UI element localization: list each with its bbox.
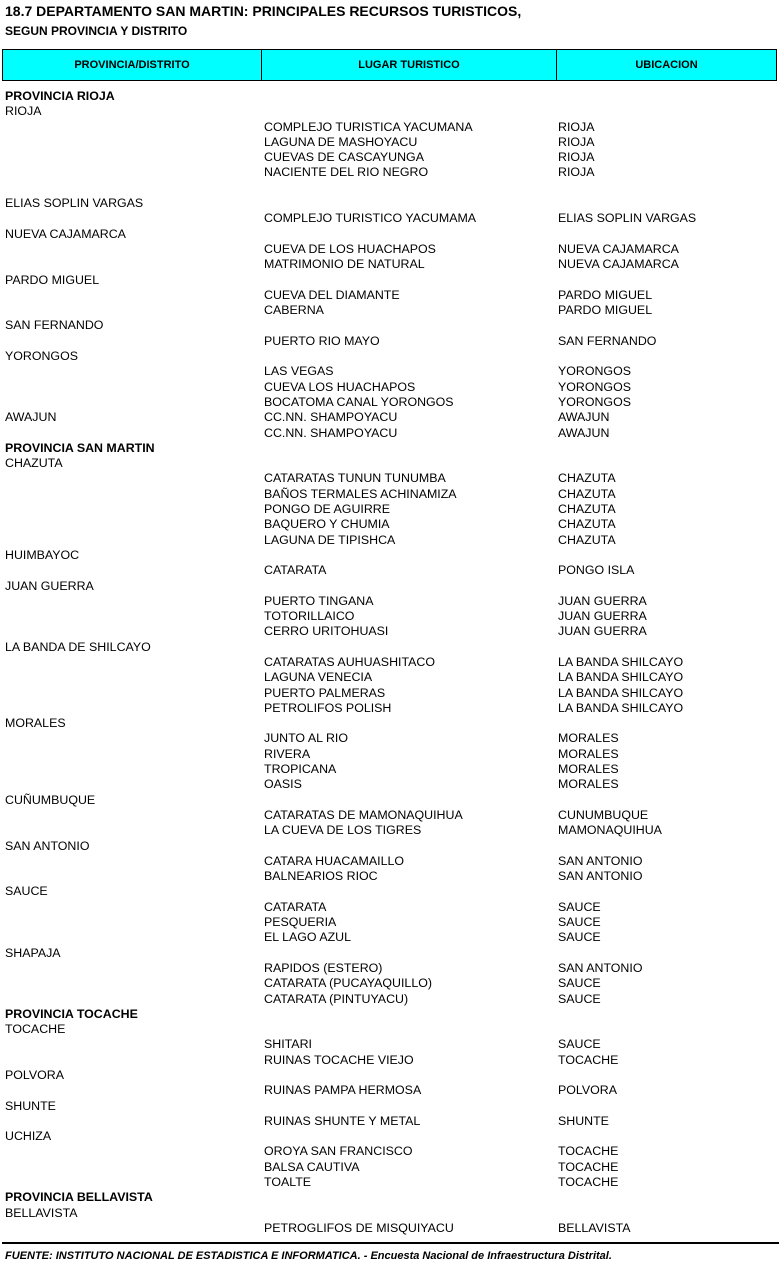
ubicacion-cell: CHAZUTA: [558, 532, 616, 547]
table-row: [0, 303, 781, 318]
distrito-cell: CUÑUMBUQUE: [5, 792, 96, 807]
table-row: [0, 884, 781, 899]
table-row: [0, 517, 781, 532]
ubicacion-cell: SAUCE: [558, 1037, 601, 1052]
lugar-cell: CUEVA LOS HUACHAPOS: [264, 379, 416, 394]
lugar-cell: OASIS: [264, 777, 302, 792]
lugar-cell: OROYA SAN FRANCISCO: [264, 1144, 413, 1159]
ubicacion-cell: SAUCE: [558, 930, 601, 945]
ubicacion-cell: SAUCE: [558, 915, 601, 930]
table-row: [0, 808, 781, 823]
table-row: [0, 686, 781, 701]
ubicacion-cell: SAUCE: [558, 899, 601, 914]
distrito-cell: SHAPAJA: [5, 945, 61, 960]
lugar-cell: CATARATAS AUHUASHITACO: [264, 654, 435, 669]
distrito-cell: SAN ANTONIO: [5, 838, 90, 853]
table-row: [0, 701, 781, 716]
ubicacion-cell: POLVORA: [558, 1083, 617, 1098]
ubicacion-cell: CHAZUTA: [558, 502, 616, 517]
table-row: [0, 441, 781, 456]
ubicacion-cell: TOCACHE: [558, 1052, 619, 1067]
ubicacion-cell: CHAZUTA: [558, 517, 616, 532]
table-row: [0, 823, 781, 838]
ubicacion-cell: RIOJA: [558, 134, 595, 149]
table-row: [0, 946, 781, 961]
table-row: [0, 670, 781, 685]
table-row: [0, 196, 781, 211]
table-row: [0, 609, 781, 624]
table-row: [0, 135, 781, 150]
lugar-cell: SHITARI: [264, 1037, 312, 1052]
table-row: [0, 548, 781, 563]
lugar-cell: COMPLEJO TURISTICO YACUMAMA: [264, 211, 477, 226]
table-row: [0, 854, 781, 869]
table-row: [0, 992, 781, 1007]
table-row: [0, 150, 781, 165]
lugar-cell: CATARATA: [264, 563, 327, 578]
lugar-cell: PUERTO TINGANA: [264, 593, 374, 608]
table-body: [0, 89, 781, 1236]
table-row: [0, 915, 781, 930]
column-header-lugar-turistico: LUGAR TURISTICO: [262, 50, 557, 80]
table-row: [0, 655, 781, 670]
ubicacion-cell: RIOJA: [558, 150, 595, 165]
ubicacion-cell: CUNUMBUQUE: [558, 807, 649, 822]
table-row: [0, 594, 781, 609]
ubicacion-cell: NUEVA CAJAMARCA: [558, 241, 679, 256]
distrito-cell: JUAN GUERRA: [5, 578, 94, 593]
distrito-cell: MORALES: [5, 716, 66, 731]
table-row: [0, 1175, 781, 1190]
lugar-cell: RIVERA: [264, 746, 311, 761]
table-row: [0, 211, 781, 226]
table-row: [0, 318, 781, 333]
lugar-cell: BAQUERO Y CHUMIA: [264, 517, 390, 532]
page-title: 18.7 DEPARTAMENTO SAN MARTIN: PRINCIPALES RECURSOS TURISTICOS,: [5, 3, 522, 19]
provincia-heading: PROVINCIA TOCACHE: [5, 1006, 138, 1021]
page-subtitle: SEGUN PROVINCIA Y DISTRITO: [5, 24, 188, 38]
table-row: [0, 165, 781, 180]
lugar-cell: CATARATAS TUNUN TUNUMBA: [264, 471, 446, 486]
table-row: [0, 624, 781, 639]
distrito-cell: POLVORA: [5, 1068, 64, 1082]
table-row: [0, 227, 781, 242]
table-row: [0, 533, 781, 548]
distrito-cell: AWAJUN: [5, 410, 57, 425]
distrito-cell: TOCACHE: [5, 1022, 66, 1037]
distrito-cell: HUIMBAYOC: [5, 547, 80, 562]
lugar-cell: CATARATA: [264, 899, 327, 914]
lugar-cell: PETROGLIFOS DE MISQUIYACU: [264, 1220, 454, 1235]
ubicacion-cell: TOCACHE: [558, 1144, 619, 1159]
table-row: [0, 1114, 781, 1129]
lugar-cell: JUNTO AL RIO: [264, 731, 348, 746]
lugar-cell: BALNEARIOS RIOC: [264, 869, 378, 884]
distrito-cell: NUEVA CAJAMARCA: [5, 226, 126, 241]
distrito-cell: SAUCE: [5, 884, 48, 899]
table-row: [0, 334, 781, 349]
lugar-cell: EL LAGO AZUL: [264, 930, 351, 945]
ubicacion-cell: SAUCE: [558, 991, 601, 1006]
lugar-cell: LAGUNA DE TIPISHCA: [264, 532, 396, 547]
distrito-cell: SHUNTE: [5, 1098, 56, 1113]
table-row: [0, 976, 781, 991]
ubicacion-cell: CHAZUTA: [558, 471, 616, 486]
table-row: [0, 762, 781, 777]
ubicacion-cell: MAMONAQUIHUA: [558, 823, 662, 838]
lugar-cell: LAGUNA DE MASHOYACU: [264, 134, 418, 149]
ubicacion-cell: CHAZUTA: [558, 486, 616, 501]
lugar-cell: PUERTO PALMERAS: [264, 685, 386, 700]
table-header: [2, 49, 777, 81]
lugar-cell: LAGUNA VENECIA: [264, 670, 373, 685]
lugar-cell: RUINAS PAMPA HERMOSA: [264, 1083, 422, 1098]
table-row: [0, 380, 781, 395]
table-row: [0, 793, 781, 808]
table-row: [0, 1053, 781, 1068]
distrito-cell: BELLAVISTA: [5, 1205, 78, 1220]
table-row: [0, 1129, 781, 1144]
distrito-cell: CHAZUTA: [5, 456, 63, 471]
lugar-cell: CC.NN. SHAMPOYACU: [264, 425, 398, 440]
ubicacion-cell: RIOJA: [558, 119, 595, 134]
table-row: [0, 1190, 781, 1205]
provincia-heading: PROVINCIA SAN MARTIN: [5, 440, 155, 455]
table-row: [0, 471, 781, 486]
ubicacion-cell: MORALES: [558, 762, 619, 777]
ubicacion-cell: SAUCE: [558, 976, 601, 991]
table-row: [0, 1022, 781, 1037]
ubicacion-cell: LA BANDA SHILCAYO: [558, 670, 684, 685]
lugar-cell: RAPIDOS (ESTERO): [264, 960, 383, 975]
table-row: [0, 900, 781, 915]
table-row: [0, 930, 781, 945]
ubicacion-cell: JUAN GUERRA: [558, 609, 647, 624]
ubicacion-cell: SAN ANTONIO: [558, 869, 643, 884]
table-row: [0, 1160, 781, 1175]
provincia-heading: PROVINCIA RIOJA: [5, 89, 115, 103]
lugar-cell: CUEVA DE LOS HUACHAPOS: [264, 241, 436, 256]
table-row: [0, 563, 781, 578]
table-row: [0, 777, 781, 792]
table-row: [0, 364, 781, 379]
ubicacion-cell: LA BANDA SHILCAYO: [558, 685, 684, 700]
table-row: [0, 395, 781, 410]
distrito-cell: UCHIZA: [5, 1129, 52, 1144]
lugar-cell: NACIENTE DEL RIO NEGRO: [264, 165, 429, 180]
lugar-cell: TROPICANA: [264, 762, 337, 777]
ubicacion-cell: AWAJUN: [558, 425, 610, 440]
ubicacion-cell: YORONGOS: [558, 394, 631, 409]
ubicacion-cell: NUEVA CAJAMARCA: [558, 257, 679, 272]
table-row: [0, 1068, 781, 1083]
ubicacion-cell: LA BANDA SHILCAYO: [558, 654, 684, 669]
table-row: [0, 89, 781, 104]
distrito-cell: RIOJA: [5, 104, 42, 119]
table-row: [0, 640, 781, 655]
ubicacion-cell: SHUNTE: [558, 1113, 609, 1128]
table-row: [0, 839, 781, 854]
lugar-cell: RUINAS SHUNTE Y METAL: [264, 1113, 421, 1128]
lugar-cell: PESQUERIA: [264, 915, 337, 930]
ubicacion-cell: ELIAS SOPLIN VARGAS: [558, 211, 697, 226]
lugar-cell: PETROLIFOS POLISH: [264, 700, 392, 715]
lugar-cell: CERRO URITOHUASI: [264, 624, 389, 639]
source-footnote: FUENTE: INSTITUTO NACIONAL DE ESTADISTICA E INFORMATICA. - Encuesta Nacional de Infraestructura Distrital.: [5, 1250, 612, 1262]
ubicacion-cell: SAN FERNANDO: [558, 333, 657, 348]
column-header-ubicacion: UBICACION: [635, 59, 698, 71]
lugar-cell: CUEVAS DE CASCAYUNGA: [264, 150, 424, 165]
lugar-cell: BALSA CAUTIVA: [264, 1159, 360, 1174]
lugar-cell: CATARA HUACAMAILLO: [264, 853, 404, 868]
table-row: [0, 1206, 781, 1221]
lugar-cell: CC.NN. SHAMPOYACU: [264, 410, 398, 425]
table-row: [0, 410, 781, 425]
table-row: [0, 273, 781, 288]
table-row: [0, 487, 781, 502]
lugar-cell: LA CUEVA DE LOS TIGRES: [264, 823, 422, 838]
distrito-cell: LA BANDA DE SHILCAYO: [5, 639, 151, 654]
table-row: [0, 1007, 781, 1022]
column-header-provincia-distrito: PROVINCIA/DISTRITO: [3, 50, 262, 80]
distrito-cell: YORONGOS: [5, 349, 78, 364]
provincia-heading: PROVINCIA BELLAVISTA: [5, 1190, 153, 1205]
lugar-cell: CATARATA (PINTUYACU): [264, 991, 409, 1006]
lugar-cell: PONGO DE AGUIRRE: [264, 502, 390, 517]
table-row: [0, 961, 781, 976]
lugar-cell: COMPLEJO TURISTICA YACUMANA: [264, 119, 473, 134]
lugar-cell: RUINAS TOCACHE VIEJO: [264, 1052, 414, 1067]
lugar-cell: BOCATOMA CANAL YORONGOS: [264, 394, 454, 409]
table-row: [0, 426, 781, 441]
ubicacion-cell: TOCACHE: [558, 1159, 619, 1174]
ubicacion-cell: SAN ANTONIO: [558, 853, 643, 868]
table-row: [0, 502, 781, 517]
table-row: [0, 242, 781, 257]
ubicacion-cell: PARDO MIGUEL: [558, 287, 653, 302]
table-row: [0, 104, 781, 119]
table-row: [0, 1083, 781, 1098]
distrito-cell: SAN FERNANDO: [5, 318, 104, 333]
lugar-cell: LAS VEGAS: [264, 364, 334, 379]
ubicacion-cell: BELLAVISTA: [558, 1220, 631, 1235]
table-row: [0, 1099, 781, 1114]
lugar-cell: CUEVA DEL DIAMANTE: [264, 287, 400, 302]
ubicacion-cell: RIOJA: [558, 165, 595, 180]
ubicacion-cell: PONGO ISLA: [558, 563, 635, 578]
table-row: [0, 1221, 781, 1236]
table-row: [0, 747, 781, 762]
ubicacion-cell: PARDO MIGUEL: [558, 303, 653, 318]
lugar-cell: PUERTO RIO MAYO: [264, 333, 380, 348]
lugar-cell: CATARATA (PUCAYAQUILLO): [264, 976, 432, 991]
table-row: [0, 579, 781, 594]
lugar-cell: TOTORILLAICO: [264, 609, 355, 624]
table-row: [0, 120, 781, 135]
ubicacion-cell: LA BANDA SHILCAYO: [558, 700, 684, 715]
footer-divider: [2, 1242, 779, 1244]
table-row: [0, 456, 781, 471]
lugar-cell: MATRIMONIO DE NATURAL: [264, 257, 425, 272]
ubicacion-cell: MORALES: [558, 731, 619, 746]
ubicacion-cell: SAN ANTONIO: [558, 960, 643, 975]
table-row: [0, 257, 781, 272]
ubicacion-cell: YORONGOS: [558, 364, 631, 379]
table-row: [0, 288, 781, 303]
lugar-cell: CABERNA: [264, 303, 324, 318]
ubicacion-cell: JUAN GUERRA: [558, 593, 647, 608]
ubicacion-cell: YORONGOS: [558, 379, 631, 394]
distrito-cell: PARDO MIGUEL: [5, 272, 100, 287]
table-row: [0, 731, 781, 746]
ubicacion-cell: MORALES: [558, 746, 619, 761]
lugar-cell: TOALTE: [264, 1175, 312, 1190]
ubicacion-cell: JUAN GUERRA: [558, 624, 647, 639]
lugar-cell: BAÑOS TERMALES ACHINAMIZA: [264, 486, 457, 501]
ubicacion-cell: TOCACHE: [558, 1175, 619, 1190]
table-row: [0, 1037, 781, 1052]
lugar-cell: CATARATAS DE MAMONAQUIHUA: [264, 807, 463, 822]
distrito-cell: ELIAS SOPLIN VARGAS: [5, 196, 144, 211]
ubicacion-cell: MORALES: [558, 777, 619, 792]
table-row: [0, 181, 781, 196]
ubicacion-cell: AWAJUN: [558, 410, 610, 425]
table-row: [0, 1144, 781, 1159]
table-row: [0, 716, 781, 731]
table-row: [0, 349, 781, 364]
table-row: [0, 869, 781, 884]
